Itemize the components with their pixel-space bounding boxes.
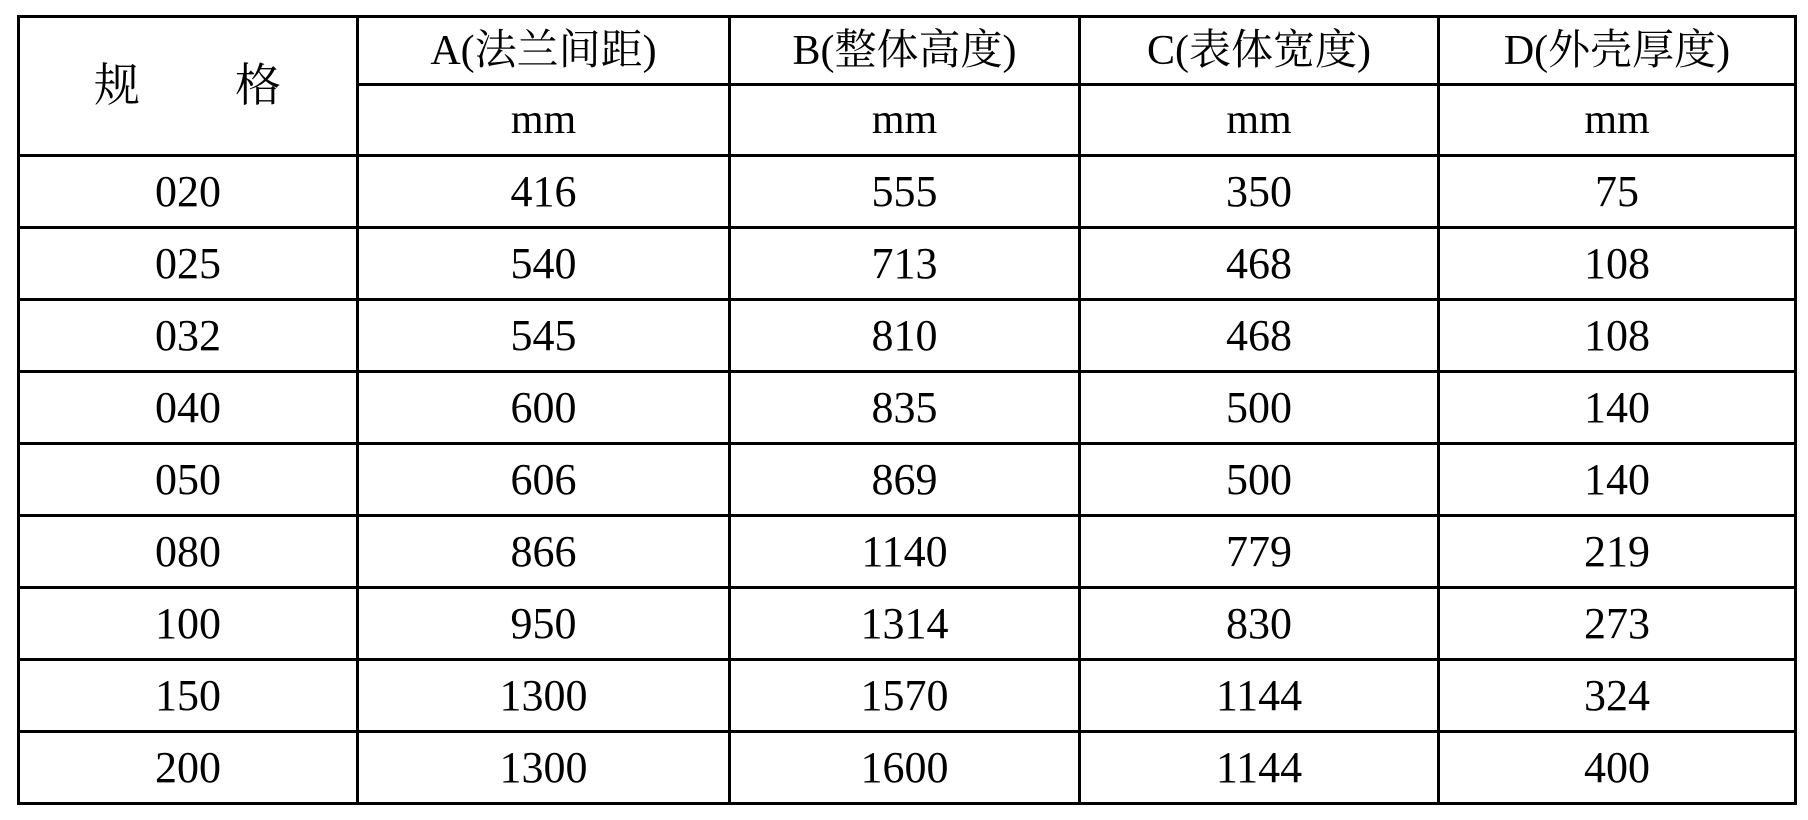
table-row — [19, 660, 1796, 732]
spec-cell: 100 — [19, 588, 358, 660]
value-cell: 219 — [1439, 516, 1796, 588]
value-cell: 545 — [358, 300, 730, 372]
column-title-cell-a: A(法兰间距) — [358, 17, 730, 85]
table-row — [19, 444, 1796, 516]
table-row — [19, 516, 1796, 588]
value-cell: 1600 — [730, 732, 1080, 804]
value-cell: 324 — [1439, 660, 1796, 732]
value-cell: 1144 — [1080, 660, 1439, 732]
column-title-cell-d: D(外壳厚度) — [1439, 17, 1796, 85]
value-cell: 555 — [730, 156, 1080, 228]
spec-table-wrapper — [17, 15, 1794, 804]
spec-table — [17, 15, 1797, 805]
value-cell: 468 — [1080, 228, 1439, 300]
value-cell: 1144 — [1080, 732, 1439, 804]
spec-cell: 050 — [19, 444, 358, 516]
spec-header-cell: 规 格 — [19, 17, 358, 156]
value-cell: 1140 — [730, 516, 1080, 588]
table-row — [19, 300, 1796, 372]
value-cell: 108 — [1439, 228, 1796, 300]
spec-cell: 080 — [19, 516, 358, 588]
table-row — [19, 156, 1796, 228]
table-row — [19, 588, 1796, 660]
spec-table-body — [19, 156, 1796, 804]
value-cell: 416 — [358, 156, 730, 228]
value-cell: 1570 — [730, 660, 1080, 732]
value-cell: 500 — [1080, 372, 1439, 444]
value-cell: 606 — [358, 444, 730, 516]
spec-cell: 040 — [19, 372, 358, 444]
value-cell: 140 — [1439, 372, 1796, 444]
spec-cell: 032 — [19, 300, 358, 372]
value-cell: 540 — [358, 228, 730, 300]
value-cell: 1300 — [358, 732, 730, 804]
value-cell: 1314 — [730, 588, 1080, 660]
value-cell: 75 — [1439, 156, 1796, 228]
value-cell: 835 — [730, 372, 1080, 444]
unit-cell-a: mm — [358, 85, 730, 156]
value-cell: 869 — [730, 444, 1080, 516]
value-cell: 810 — [730, 300, 1080, 372]
spec-cell: 150 — [19, 660, 358, 732]
value-cell: 400 — [1439, 732, 1796, 804]
spec-cell: 025 — [19, 228, 358, 300]
value-cell: 779 — [1080, 516, 1439, 588]
value-cell: 713 — [730, 228, 1080, 300]
value-cell: 830 — [1080, 588, 1439, 660]
unit-cell-d: mm — [1439, 85, 1796, 156]
value-cell: 600 — [358, 372, 730, 444]
header-title-row — [19, 17, 1796, 85]
value-cell: 950 — [358, 588, 730, 660]
unit-cell-b: mm — [730, 85, 1080, 156]
value-cell: 350 — [1080, 156, 1439, 228]
value-cell: 468 — [1080, 300, 1439, 372]
value-cell: 866 — [358, 516, 730, 588]
spec-cell: 200 — [19, 732, 358, 804]
table-row — [19, 228, 1796, 300]
table-row — [19, 372, 1796, 444]
value-cell: 108 — [1439, 300, 1796, 372]
value-cell: 273 — [1439, 588, 1796, 660]
value-cell: 140 — [1439, 444, 1796, 516]
value-cell: 1300 — [358, 660, 730, 732]
column-title-cell-c: C(表体宽度) — [1080, 17, 1439, 85]
table-row — [19, 732, 1796, 804]
value-cell: 500 — [1080, 444, 1439, 516]
unit-cell-c: mm — [1080, 85, 1439, 156]
column-title-cell-b: B(整体高度) — [730, 17, 1080, 85]
spec-cell: 020 — [19, 156, 358, 228]
